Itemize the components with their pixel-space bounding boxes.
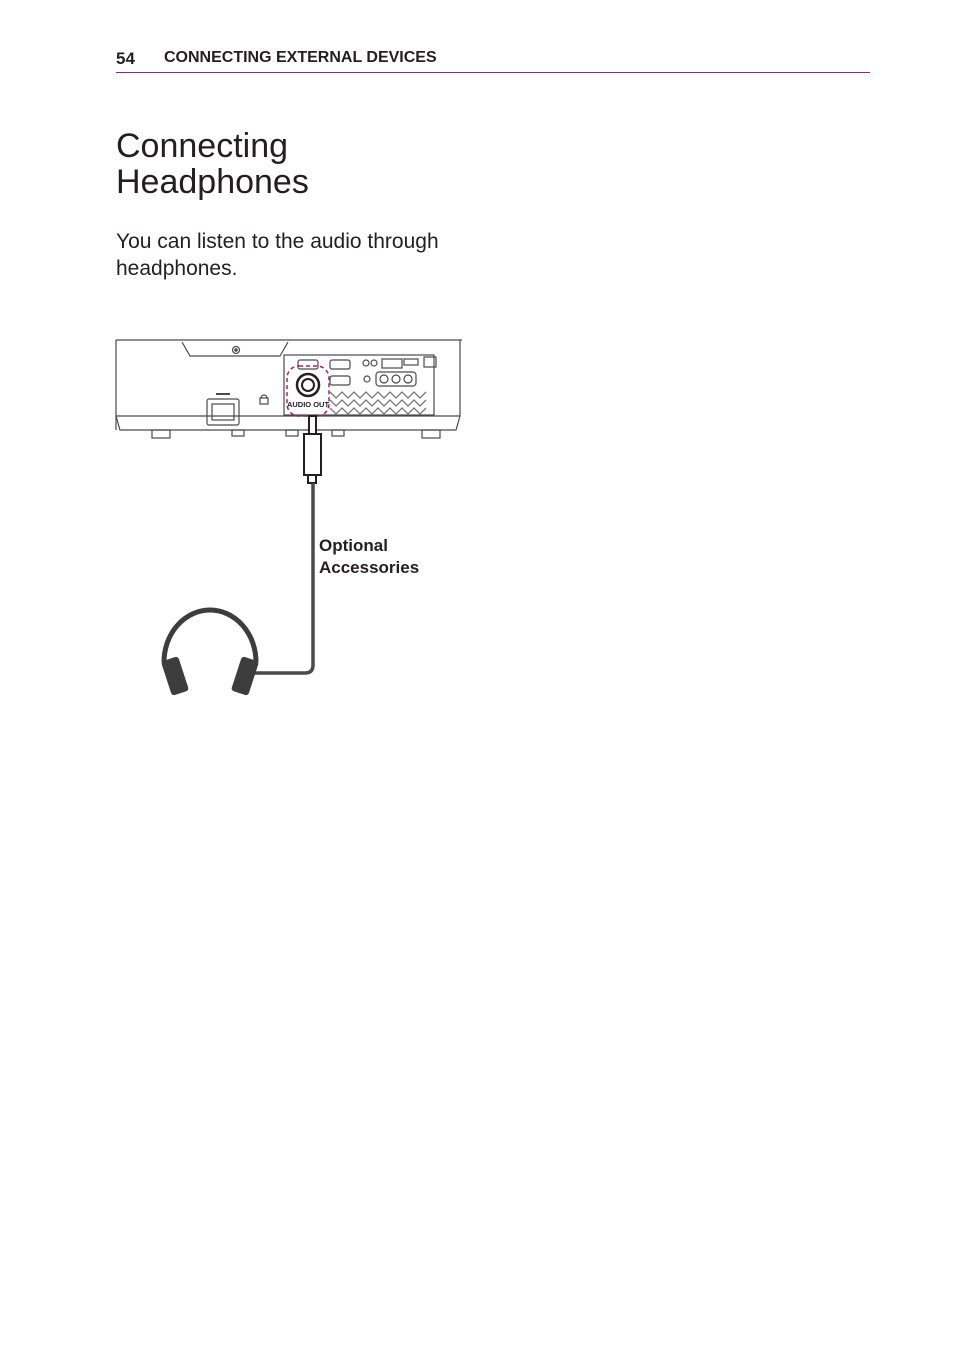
section-title: CONNECTING EXTERNAL DEVICES: [164, 49, 437, 66]
headphones-icon: [161, 610, 259, 696]
audio-out-label: AUDIO OUT: [286, 400, 330, 409]
audio-cable: [250, 483, 313, 673]
title-line-1: Connecting: [116, 127, 289, 165]
projector-illustration: [116, 340, 462, 438]
audio-plug-icon: [304, 416, 321, 483]
page-title: [116, 128, 516, 200]
intro-line-1: You can listen to the audio through: [116, 230, 439, 253]
optional-accessories-label: [319, 535, 419, 579]
intro-text: [116, 228, 516, 282]
callout-line-2: Accessories: [319, 558, 420, 577]
title-line-2: Headphones: [116, 163, 309, 201]
vent-grille: [330, 392, 426, 414]
page-header: [116, 46, 870, 73]
callout-line-1: Optional: [319, 536, 388, 555]
intro-line-2: headphones.: [116, 257, 238, 280]
page-number: 54: [116, 49, 135, 68]
headphone-connection-diagram: [110, 330, 470, 700]
audio-out-jack-icon: [297, 374, 319, 396]
